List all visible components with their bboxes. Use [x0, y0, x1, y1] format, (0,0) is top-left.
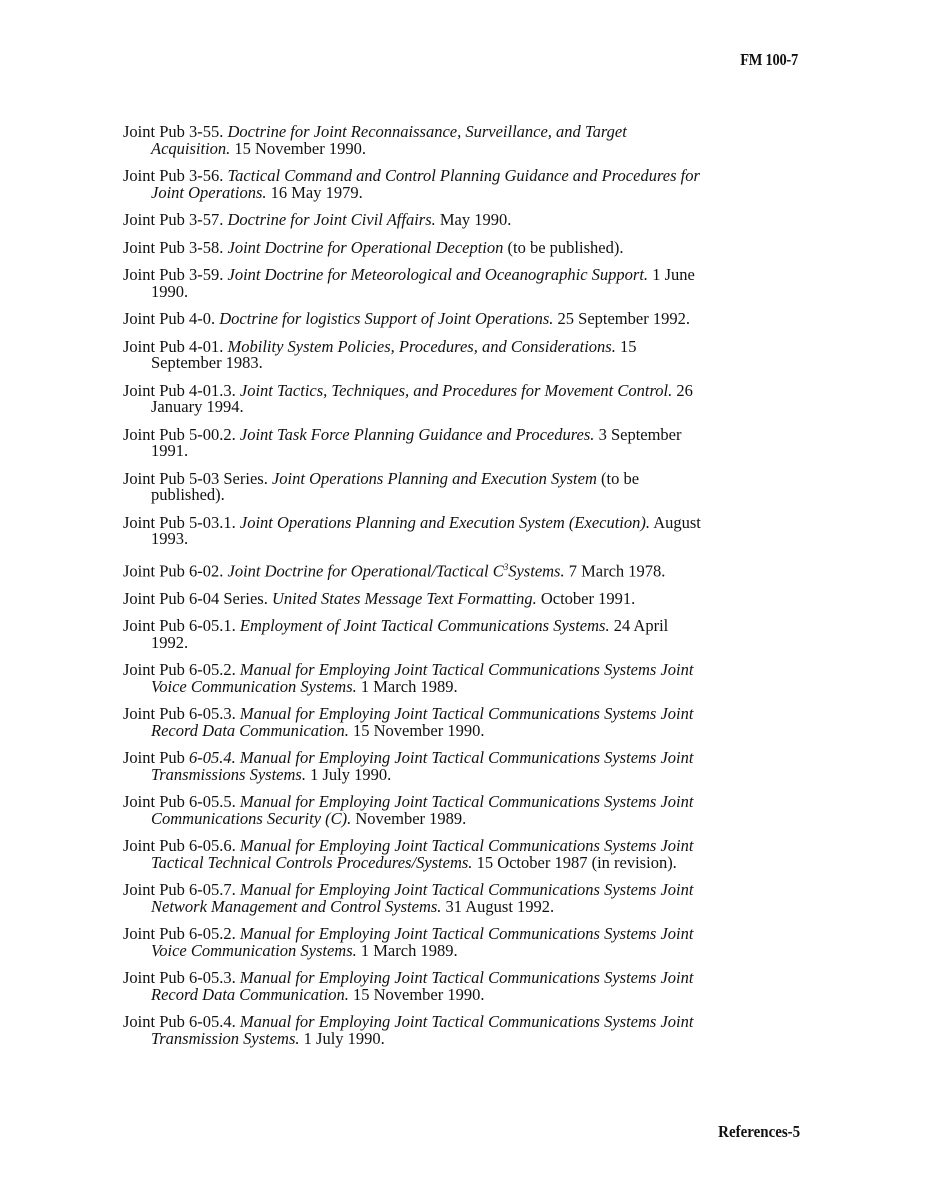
reference-title: Doctrine for Joint Reconnaissance, Surveillance, and Target Acquisition.	[151, 122, 627, 158]
reference-pub-number: Joint Pub 4-0.	[123, 309, 216, 328]
reference-date: 3 September 1991.	[151, 424, 682, 460]
reference-title: Joint Operations Planning and Execution System	[271, 468, 597, 488]
reference-pub-number: Joint Pub	[123, 748, 185, 767]
reference-entry	[123, 512, 703, 548]
reference-entry	[123, 588, 703, 608]
reference-date: 1 July 1990.	[303, 1028, 385, 1048]
reference-pub-number: Joint Pub 6-05.2.	[123, 924, 236, 943]
reference-title: Employment of Joint Tactical Communications Systems.	[239, 616, 610, 635]
reference-date: November 1989.	[355, 808, 467, 828]
reference-pub-number: Joint Pub 6-05.4.	[123, 1012, 236, 1031]
reference-entry	[123, 336, 703, 372]
reference-date: 15 September 1983.	[151, 336, 637, 372]
reference-date: 24 April 1992.	[151, 616, 669, 652]
reference-date: 16 May 1979.	[270, 182, 363, 202]
reference-entry	[123, 424, 703, 460]
reference-entry	[123, 559, 703, 580]
reference-title: Doctrine for logistics Support of Joint Operations.	[219, 309, 554, 328]
reference-pub-number: Joint Pub 3-56.	[123, 166, 224, 185]
reference-entry	[123, 468, 703, 504]
reference-pub-number: Joint Pub 3-59.	[123, 265, 224, 284]
reference-date: 1 March 1989.	[360, 940, 458, 960]
reference-title: Manual for Employing Joint Tactical Communications Systems Joint Tactical Technical Controls Procedures/Systems.	[151, 836, 694, 872]
reference-title: Manual for Employing Joint Tactical Communications Systems Joint Communications Security (C).	[151, 792, 694, 828]
reference-entry	[123, 168, 703, 201]
reference-date: 25 September 1992.	[557, 309, 690, 328]
reference-pub-number: Joint Pub 3-57.	[123, 210, 224, 229]
reference-title: Joint Doctrine for Operational/Tactical C	[227, 561, 504, 580]
reference-date: 1 March 1989.	[360, 676, 458, 696]
reference-title: Joint Operations Planning and Execution System (Execution).	[239, 512, 650, 532]
reference-pub-number: Joint Pub 6-02.	[123, 561, 224, 580]
reference-title: Tactical Command and Control Planning Guidance and Procedures for Joint Operations.	[151, 166, 700, 202]
reference-date: 1 June 1990.	[151, 265, 695, 301]
footer-page-label: References-5	[718, 1122, 800, 1141]
reference-pub-number: Joint Pub 5-03.1.	[123, 512, 236, 532]
reference-title: Manual for Employing Joint Tactical Communications Systems Joint Record Data Communication.	[151, 968, 694, 1004]
reference-date: 26 January 1994.	[151, 380, 693, 416]
reference-date: 15 October 1987 (in revision).	[476, 852, 677, 872]
reference-entry	[123, 124, 703, 157]
reference-list	[123, 124, 703, 1058]
reference-entry	[123, 237, 703, 257]
reference-date: 1 July 1990.	[310, 764, 392, 784]
header-doc-id: FM 100-7	[740, 50, 798, 69]
reference-title: Joint Doctrine for Meteorological and Oceanographic Support.	[227, 265, 649, 284]
reference-date: 7 March 1978.	[568, 561, 666, 580]
reference-entry	[123, 794, 703, 827]
reference-pub-number: Joint Pub 4-01.3.	[123, 380, 236, 400]
reference-title: Manual for Employing Joint Tactical Communications Systems Joint Voice Communication Systems.	[151, 924, 694, 960]
reference-title: Joint Doctrine for Operational Deception	[227, 237, 504, 257]
reference-entry	[123, 750, 703, 783]
reference-title: 6-05.4. Manual for Employing Joint Tactical Communications Systems Joint Transmissions Systems.	[151, 748, 694, 784]
reference-title: Joint Tactics, Techniques, and Procedures for Movement Control.	[239, 380, 673, 400]
reference-pub-number: Joint Pub 6-05.7.	[123, 880, 236, 899]
reference-title: Manual for Employing Joint Tactical Communications Systems Joint Transmission Systems.	[151, 1012, 694, 1048]
reference-date: 31 August 1992.	[445, 896, 555, 916]
reference-title: Doctrine for Joint Civil Affairs.	[227, 210, 436, 229]
reference-pub-number: Joint Pub 3-58.	[123, 237, 224, 257]
reference-entry	[123, 380, 703, 416]
reference-date: 15 November 1990.	[234, 138, 366, 158]
reference-date: (to be published).	[507, 237, 624, 257]
reference-entry	[123, 838, 703, 871]
reference-entry	[123, 267, 703, 300]
reference-date: 15 November 1990.	[352, 720, 485, 740]
reference-entry	[123, 926, 703, 959]
reference-title-superscript: 3	[503, 561, 509, 572]
reference-pub-number: Joint Pub 5-00.2.	[123, 424, 236, 444]
reference-pub-number: Joint Pub 5-03 Series.	[123, 468, 268, 488]
reference-date: October 1991.	[540, 588, 636, 608]
reference-pub-number: Joint Pub 6-05.6.	[123, 836, 236, 855]
reference-date: (to be published).	[151, 468, 640, 504]
reference-pub-number: Joint Pub 4-01.	[123, 336, 224, 356]
reference-title: Manual for Employing Joint Tactical Communications Systems Joint Network Management and Control Systems.	[151, 880, 694, 916]
reference-date: August 1993.	[151, 512, 701, 548]
reference-entry	[123, 1014, 703, 1047]
reference-pub-number: Joint Pub 6-05.5.	[123, 792, 236, 811]
reference-entry	[123, 706, 703, 739]
reference-entry	[123, 882, 703, 915]
reference-pub-number: Joint Pub 3-55.	[123, 122, 224, 141]
reference-entry	[123, 618, 703, 651]
reference-title: United States Message Text Formatting.	[271, 588, 537, 608]
reference-title: Joint Task Force Planning Guidance and Procedures.	[239, 424, 595, 444]
reference-pub-number: Joint Pub 6-05.1.	[123, 616, 236, 635]
reference-pub-number: Joint Pub 6-05.2.	[123, 660, 236, 679]
reference-date: 15 November 1990.	[352, 984, 485, 1004]
reference-pub-number: Joint Pub 6-05.3.	[123, 968, 236, 987]
reference-title: Manual for Employing Joint Tactical Communications Systems Joint Record Data Communication.	[151, 704, 694, 740]
reference-entry	[123, 212, 703, 229]
reference-entry	[123, 970, 703, 1003]
reference-title: Manual for Employing Joint Tactical Communications Systems Joint Voice Communication Systems.	[151, 660, 694, 696]
reference-date: May 1990.	[439, 210, 512, 229]
reference-pub-number: Joint Pub 6-04 Series.	[123, 588, 268, 608]
reference-title-continued: Systems.	[508, 561, 565, 580]
reference-entry	[123, 311, 703, 328]
reference-entry	[123, 662, 703, 695]
reference-pub-number: Joint Pub 6-05.3.	[123, 704, 236, 723]
reference-title: Mobility System Policies, Procedures, and Considerations.	[227, 336, 616, 356]
